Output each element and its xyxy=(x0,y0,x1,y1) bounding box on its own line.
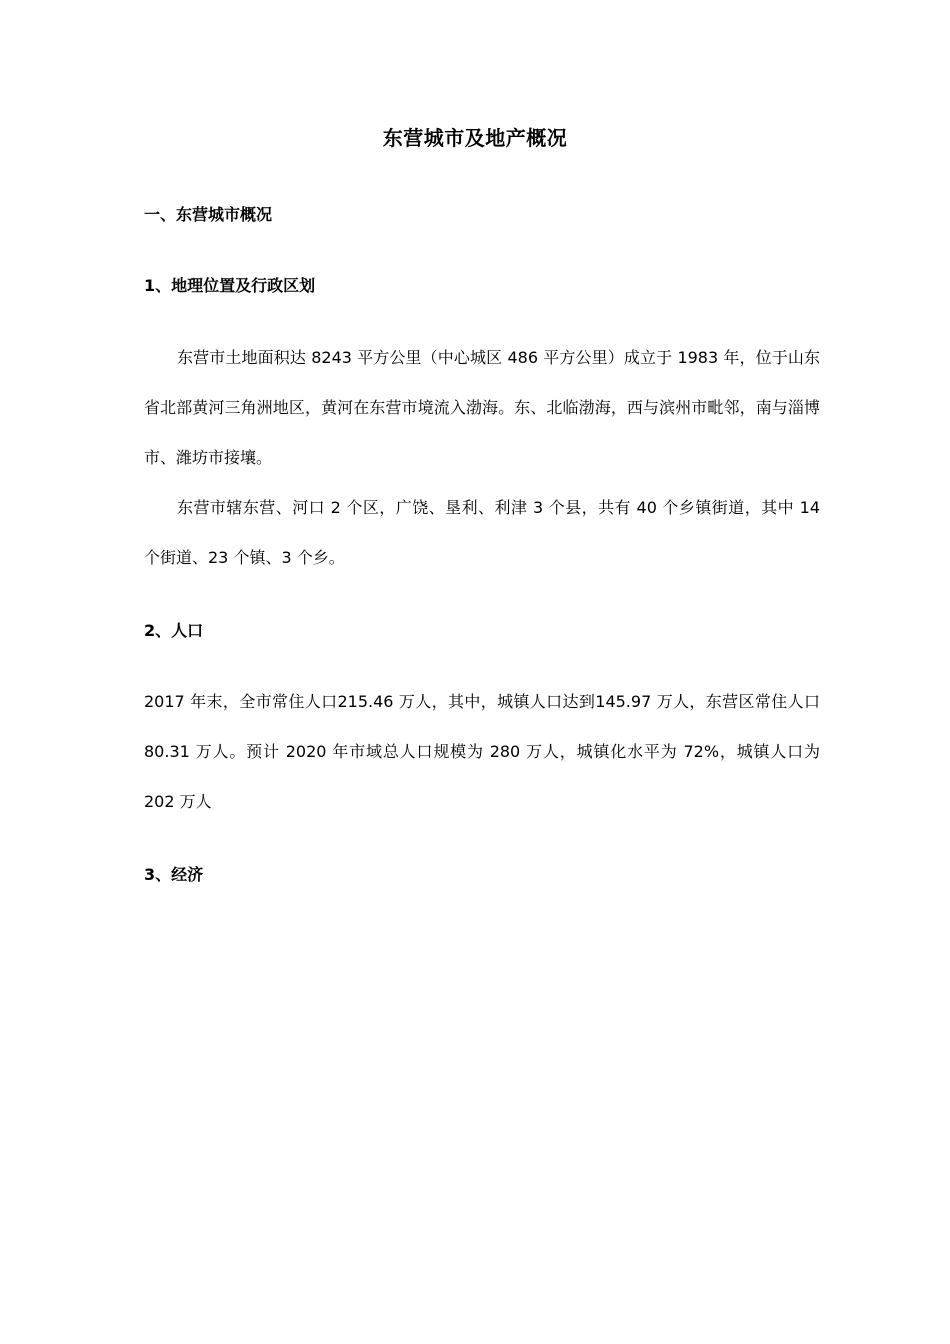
paragraph-administrative: 东营市辖东营、河口 2 个区，广饶、垦利、利津 3 个县，共有 40 个乡镇街道，其中 14 个街道、23 个镇、3 个乡。 xyxy=(144,498,820,567)
subsection-heading-population: 2、人口 xyxy=(144,621,204,640)
subsection-heading-economy: 3、经济 xyxy=(144,865,204,884)
section-heading-city-overview: 一、东营城市概况 xyxy=(144,205,273,224)
paragraph-location: 东营市土地面积达 8243 平方公里（中心城区 486 平方公里）成立于 1983 年，位于山东省北部黄河三角洲地区，黄河在东营市境流入渤海。东、北临渤海，西与滨州市毗邻，南与淄博市、潍坊市接壤。 xyxy=(144,348,820,467)
document-title: 东营城市及地产概况 xyxy=(382,126,568,150)
subsection-heading-location: 1、地理位置及行政区划 xyxy=(144,276,316,295)
paragraph-population: 2017 年末，全市常住人口215.46 万人，其中，城镇人口达到145.97 万人，东营区常住人口 80.31 万人。预计 2020 年市域总人口规模为 280 万人，城镇化水平为 72%，城镇人口为 202 万人 xyxy=(144,692,820,811)
